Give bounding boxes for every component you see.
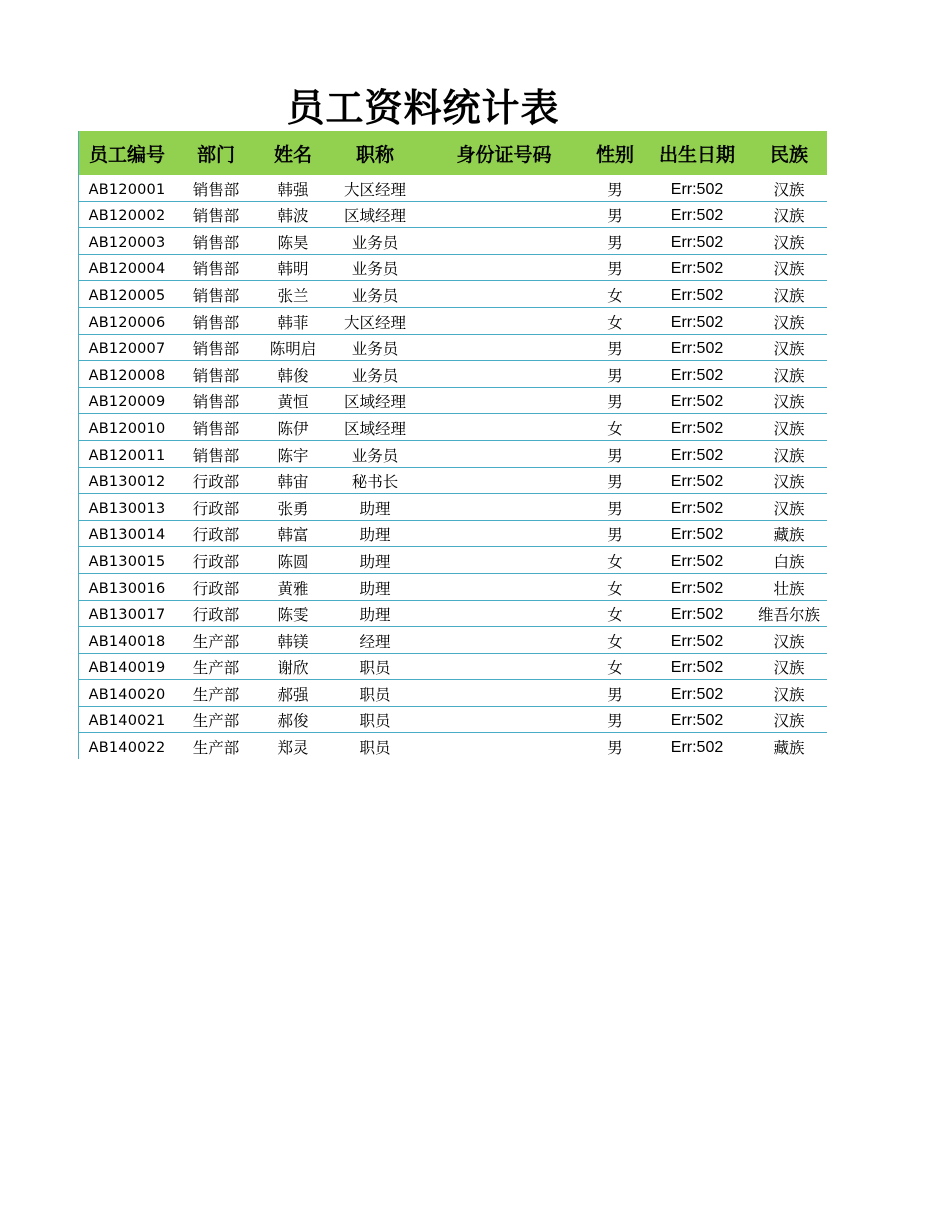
- cell-title[interactable]: 区域经理: [343, 393, 406, 412]
- cell-idno[interactable]: [421, 705, 587, 706]
- cell-ethnicity[interactable]: 汉族: [773, 659, 805, 678]
- cell-sex[interactable]: 女: [607, 632, 623, 651]
- cell-birth[interactable]: Err:502: [670, 393, 724, 411]
- cell-dept[interactable]: 行政部: [192, 473, 240, 492]
- cell-birth[interactable]: Err:502: [670, 632, 724, 650]
- cell-name[interactable]: 张兰: [277, 286, 309, 305]
- cell-idno[interactable]: [421, 386, 587, 387]
- table-header: [79, 131, 827, 175]
- table-row: [79, 547, 827, 574]
- cell-name[interactable]: 郝俊: [277, 712, 309, 731]
- table-body: [79, 175, 827, 759]
- cell-title[interactable]: 业务员: [351, 366, 399, 385]
- cell-name[interactable]: 张勇: [277, 499, 309, 518]
- header-sex[interactable]: 性别: [595, 143, 634, 166]
- table-row: [79, 654, 827, 681]
- cell-sex[interactable]: 男: [607, 366, 623, 385]
- cell-ethnicity[interactable]: 汉族: [773, 446, 805, 465]
- cell-title[interactable]: 业务员: [351, 233, 399, 252]
- header-ethnicity[interactable]: 民族: [769, 143, 808, 166]
- cell-id[interactable]: AB120011: [88, 447, 166, 464]
- table-row: [79, 281, 827, 308]
- cell-idno[interactable]: [421, 306, 587, 307]
- cell-idno[interactable]: [421, 466, 587, 467]
- cell-birth[interactable]: Err:502: [670, 180, 724, 198]
- cell-title[interactable]: 助理: [359, 552, 391, 571]
- cell-name[interactable]: 黄恒: [277, 393, 309, 412]
- cell-id[interactable]: AB140021: [88, 713, 166, 730]
- cell-name[interactable]: 陈昊: [277, 233, 309, 252]
- table-row: [79, 308, 827, 335]
- cell-sex[interactable]: 男: [607, 180, 623, 199]
- cell-idno[interactable]: [421, 226, 587, 227]
- header-birth[interactable]: 出生日期: [658, 143, 735, 166]
- cell-title[interactable]: 职员: [359, 739, 391, 758]
- cell-birth[interactable]: Err:502: [670, 739, 724, 757]
- cell-sex[interactable]: 男: [607, 526, 623, 545]
- cell-idno[interactable]: [421, 279, 587, 280]
- cell-dept[interactable]: 行政部: [192, 606, 240, 625]
- cell-sex[interactable]: 女: [607, 313, 623, 332]
- cell-dept[interactable]: 行政部: [192, 552, 240, 571]
- cell-idno[interactable]: [421, 652, 587, 653]
- cell-name[interactable]: 陈雯: [277, 606, 309, 625]
- cell-sex[interactable]: 女: [607, 659, 623, 678]
- cell-id[interactable]: AB130012: [88, 474, 166, 491]
- cell-name[interactable]: 韩波: [277, 207, 309, 226]
- cell-title[interactable]: 业务员: [351, 260, 399, 279]
- cell-idno[interactable]: [421, 758, 587, 759]
- cell-idno[interactable]: [421, 572, 587, 573]
- cell-birth[interactable]: Err:502: [670, 659, 724, 677]
- cell-title[interactable]: 职员: [359, 712, 391, 731]
- cell-birth[interactable]: Err:502: [670, 313, 724, 331]
- table-row: [79, 388, 827, 415]
- cell-id[interactable]: AB120009: [88, 394, 166, 411]
- cell-title[interactable]: 经理: [359, 632, 391, 651]
- cell-title[interactable]: 大区经理: [343, 313, 406, 332]
- cell-ethnicity[interactable]: 维吾尔族: [757, 606, 820, 625]
- cell-idno[interactable]: [421, 439, 587, 440]
- cell-ethnicity[interactable]: 藏族: [773, 526, 805, 545]
- cell-dept[interactable]: 销售部: [192, 393, 240, 412]
- cell-title[interactable]: 区域经理: [343, 207, 406, 226]
- cell-idno[interactable]: [421, 200, 587, 201]
- cell-sex[interactable]: 男: [607, 712, 623, 731]
- cell-idno[interactable]: [421, 599, 587, 600]
- cell-idno[interactable]: [421, 412, 587, 413]
- cell-birth[interactable]: Err:502: [670, 233, 724, 251]
- cell-dept[interactable]: 行政部: [192, 526, 240, 545]
- cell-name[interactable]: 韩镁: [277, 632, 309, 651]
- cell-name[interactable]: 韩菲: [277, 313, 309, 332]
- table-row: [79, 494, 827, 521]
- cell-dept[interactable]: 生产部: [192, 712, 240, 731]
- cell-id[interactable]: AB140019: [88, 660, 166, 677]
- cell-id[interactable]: AB120001: [88, 181, 166, 198]
- cell-id[interactable]: AB120010: [88, 420, 166, 437]
- header-title[interactable]: 职称: [355, 143, 394, 166]
- cell-birth[interactable]: Err:502: [670, 499, 724, 517]
- cell-title[interactable]: 助理: [359, 526, 391, 545]
- table-row: [79, 468, 827, 495]
- cell-sex[interactable]: 男: [607, 739, 623, 758]
- cell-ethnicity[interactable]: 汉族: [773, 632, 805, 651]
- cell-dept[interactable]: 销售部: [192, 446, 240, 465]
- cell-idno[interactable]: [421, 492, 587, 493]
- cell-dept[interactable]: 销售部: [192, 340, 240, 359]
- cell-name[interactable]: 郝强: [277, 685, 309, 704]
- cell-ethnicity[interactable]: 汉族: [773, 313, 805, 332]
- cell-title[interactable]: 助理: [359, 499, 391, 518]
- cell-id[interactable]: AB130017: [88, 607, 166, 624]
- table-row: [79, 335, 827, 362]
- cell-id[interactable]: AB120008: [88, 367, 166, 384]
- cell-ethnicity[interactable]: 汉族: [773, 685, 805, 704]
- cell-ethnicity[interactable]: 白族: [773, 552, 805, 571]
- cell-sex[interactable]: 女: [607, 579, 623, 598]
- cell-id[interactable]: AB120005: [88, 287, 166, 304]
- cell-title[interactable]: 业务员: [351, 446, 399, 465]
- cell-id[interactable]: AB120007: [88, 341, 166, 358]
- cell-ethnicity[interactable]: 壮族: [773, 579, 805, 598]
- cell-id[interactable]: AB130014: [88, 527, 166, 544]
- cell-id[interactable]: AB130015: [88, 553, 166, 570]
- cell-title[interactable]: 业务员: [351, 286, 399, 305]
- cell-idno[interactable]: [421, 253, 587, 254]
- header-id[interactable]: 员工编号: [88, 143, 165, 166]
- cell-birth[interactable]: Err:502: [670, 552, 724, 570]
- header-idno[interactable]: 身份证号码: [456, 143, 552, 166]
- cell-ethnicity[interactable]: 汉族: [773, 260, 805, 279]
- cell-dept[interactable]: 销售部: [192, 180, 240, 199]
- cell-sex[interactable]: 女: [607, 606, 623, 625]
- cell-id[interactable]: AB120004: [88, 261, 166, 278]
- cell-sex[interactable]: 女: [607, 419, 623, 438]
- cell-dept[interactable]: 行政部: [192, 499, 240, 518]
- table-row: [79, 414, 827, 441]
- cell-title[interactable]: 职员: [359, 659, 391, 678]
- cell-name[interactable]: 黄雅: [277, 579, 309, 598]
- cell-name[interactable]: 韩富: [277, 526, 309, 545]
- cell-ethnicity[interactable]: 汉族: [773, 366, 805, 385]
- cell-name[interactable]: 韩宙: [277, 473, 309, 492]
- cell-name[interactable]: 韩明: [277, 260, 309, 279]
- cell-dept[interactable]: 生产部: [192, 685, 240, 704]
- cell-birth[interactable]: Err:502: [670, 419, 724, 437]
- cell-dept[interactable]: 生产部: [192, 659, 240, 678]
- cell-idno[interactable]: [421, 359, 587, 360]
- cell-sex[interactable]: 男: [607, 446, 623, 465]
- cell-title[interactable]: 职员: [359, 685, 391, 704]
- cell-birth[interactable]: Err:502: [670, 526, 724, 544]
- cell-name[interactable]: 陈宇: [277, 446, 309, 465]
- cell-sex[interactable]: 女: [607, 552, 623, 571]
- cell-dept[interactable]: 销售部: [192, 207, 240, 226]
- cell-birth[interactable]: Err:502: [670, 473, 724, 491]
- cell-name[interactable]: 陈伊: [277, 419, 309, 438]
- cell-dept[interactable]: 生产部: [192, 632, 240, 651]
- cell-ethnicity[interactable]: 汉族: [773, 712, 805, 731]
- cell-idno[interactable]: [421, 545, 587, 546]
- cell-birth[interactable]: Err:502: [670, 207, 724, 225]
- cell-birth[interactable]: Err:502: [670, 260, 724, 278]
- table-row: [79, 680, 827, 707]
- employee-table: [78, 131, 827, 759]
- cell-sex[interactable]: 男: [607, 685, 623, 704]
- cell-title[interactable]: 区域经理: [343, 419, 406, 438]
- table-row: [79, 574, 827, 601]
- table-row: [79, 441, 827, 468]
- table-row: [79, 202, 827, 229]
- cell-ethnicity[interactable]: 汉族: [773, 393, 805, 412]
- cell-dept[interactable]: 销售部: [192, 313, 240, 332]
- cell-idno[interactable]: [421, 333, 587, 334]
- cell-ethnicity[interactable]: 汉族: [773, 340, 805, 359]
- cell-dept[interactable]: 销售部: [192, 419, 240, 438]
- cell-id[interactable]: AB120002: [88, 208, 166, 225]
- cell-idno[interactable]: [421, 519, 587, 520]
- cell-birth[interactable]: Err:502: [670, 340, 724, 358]
- cell-title[interactable]: 大区经理: [343, 180, 406, 199]
- cell-birth[interactable]: Err:502: [670, 579, 724, 597]
- cell-title[interactable]: 秘书长: [351, 473, 399, 492]
- table-row: [79, 521, 827, 548]
- cell-dept[interactable]: 生产部: [192, 739, 240, 758]
- cell-title[interactable]: 助理: [359, 579, 391, 598]
- cell-title[interactable]: 助理: [359, 606, 391, 625]
- cell-dept[interactable]: 销售部: [192, 233, 240, 252]
- cell-sex[interactable]: 男: [607, 499, 623, 518]
- cell-birth[interactable]: Err:502: [670, 712, 724, 730]
- cell-name[interactable]: 陈明启: [269, 340, 317, 359]
- table-row: [79, 627, 827, 654]
- cell-name[interactable]: 陈圆: [277, 552, 309, 571]
- cell-birth[interactable]: Err:502: [670, 286, 724, 304]
- cell-title[interactable]: 业务员: [351, 340, 399, 359]
- cell-id[interactable]: AB120006: [88, 314, 166, 331]
- cell-birth[interactable]: Err:502: [670, 366, 724, 384]
- cell-ethnicity[interactable]: 汉族: [773, 499, 805, 518]
- cell-id[interactable]: AB130016: [88, 580, 166, 597]
- table-row: [79, 601, 827, 628]
- cell-id[interactable]: AB130013: [88, 500, 166, 517]
- header-name[interactable]: 姓名: [273, 143, 312, 166]
- table-row: [79, 175, 827, 202]
- cell-idno[interactable]: [421, 625, 587, 626]
- cell-sex[interactable]: 男: [607, 233, 623, 252]
- cell-ethnicity[interactable]: 汉族: [773, 233, 805, 252]
- header-dept[interactable]: 部门: [196, 143, 235, 166]
- cell-idno[interactable]: [421, 731, 587, 732]
- cell-name[interactable]: 韩强: [277, 180, 309, 199]
- table-row: [79, 707, 827, 734]
- cell-sex[interactable]: 男: [607, 260, 623, 279]
- cell-dept[interactable]: 行政部: [192, 579, 240, 598]
- cell-dept[interactable]: 销售部: [192, 260, 240, 279]
- cell-name[interactable]: 谢欣: [277, 659, 309, 678]
- table-row: [79, 228, 827, 255]
- cell-name[interactable]: 韩俊: [277, 366, 309, 385]
- cell-name[interactable]: 郑灵: [277, 739, 309, 758]
- cell-id[interactable]: AB140018: [88, 633, 166, 650]
- cell-id[interactable]: AB120003: [88, 234, 166, 251]
- cell-ethnicity[interactable]: 汉族: [773, 473, 805, 492]
- cell-idno[interactable]: [421, 678, 587, 679]
- cell-birth[interactable]: Err:502: [670, 606, 724, 624]
- table-row: [79, 733, 827, 759]
- cell-ethnicity[interactable]: 汉族: [773, 207, 805, 226]
- cell-dept[interactable]: 销售部: [192, 366, 240, 385]
- page-title: 员工资料统计表: [286, 86, 560, 130]
- cell-ethnicity[interactable]: 藏族: [773, 739, 805, 758]
- cell-dept[interactable]: 销售部: [192, 286, 240, 305]
- cell-birth[interactable]: Err:502: [670, 446, 724, 464]
- cell-sex[interactable]: 男: [607, 393, 623, 412]
- cell-ethnicity[interactable]: 汉族: [773, 286, 805, 305]
- table-row: [79, 361, 827, 388]
- cell-sex[interactable]: 女: [607, 286, 623, 305]
- table-row: [79, 255, 827, 282]
- cell-ethnicity[interactable]: 汉族: [773, 180, 805, 199]
- cell-ethnicity[interactable]: 汉族: [773, 419, 805, 438]
- cell-sex[interactable]: 男: [607, 473, 623, 492]
- cell-sex[interactable]: 男: [607, 207, 623, 226]
- cell-sex[interactable]: 男: [607, 340, 623, 359]
- cell-birth[interactable]: Err:502: [670, 685, 724, 703]
- cell-id[interactable]: AB140022: [88, 740, 166, 757]
- cell-id[interactable]: AB140020: [88, 686, 166, 703]
